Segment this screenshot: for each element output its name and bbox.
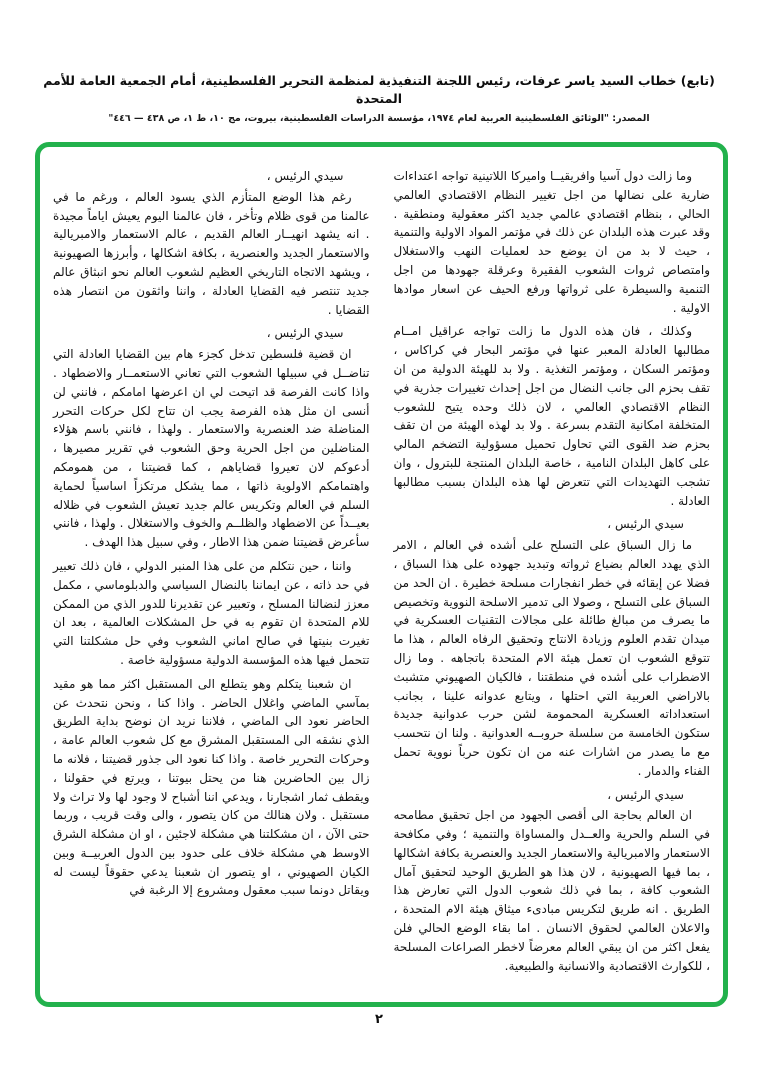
page-title: (تابع) خطاب السيد ياسر عرفات، رئيس اللجنة التنفيذية لمنظمة التحرير الفلسطينية، أمام الجمعية العامة للأمم المتحدة (43, 73, 715, 107)
left-text-column (53, 167, 370, 966)
salutation-line: سيدي الرئيس ، (266, 326, 344, 341)
paragraph: ان قضية فلسطين تدخل كجزء هام بين القضايا العادلة التي تناضــل في سبيلها الشعوب التي تعاني الاستعمــار والاضطهاد . واذا كانت الفرصة قد اتيحت لي ان اعرضها امامكم ، فانني لن أنسى ان مثل هذه الفرصة يجب ان تتاح لكل حركات التحرر المناضلة ضد العنصرية والاستعمار . ولهذا ، فانني باسم هؤلاء المناضلين من اجل الحرية وحق الشعوب في تقرير مصيرها ، أدعوكم لان تعيروا قضاياهم ، كما قضيتنا ، من همومكم واهتمامكم الاولوية ذاتها ، مما يشكل مرتكزاً اساسياً لحماية السلم في العالم وتكريس عالم جديد تعيش الشعوب في ظلاله بعيــداً عن الاضطهاد والظلــم والخوف والاستغلال . ولهذا ، فانني سأعرض قضيتنا ضمن هذا الاطار ، وفي سبيل هذا الهدف . (53, 347, 370, 550)
paragraph: واننا ، حين نتكلم من على هذا المنبر الدولي ، فان ذلك تعبير في حد ذاته ، عن ايماننا بالنضال السياسي والدبلوماسي ، مكمل معزز لنضالنا المسلح ، وتعبير عن تقديرنا للدور الذي من الممكن للام المتحدة ان تقوم به في حل المشكلات العالمية ، بعد ان تغيرت بنيتها في صالح اماني الشعوب وفي حل مشكلتنا التي تتحمل فيها هذه المؤسسة الدولية مسؤولية خاصة . (53, 558, 370, 667)
document-header (0, 72, 758, 124)
salutation-line: سيدي الرئيس ، (266, 169, 344, 183)
right-text-column (393, 167, 711, 973)
source-citation-line: المصدر: "الوثائق الفلسطينية العربية لعام ١٩٧٤، مؤسسة الدراسات الفلسطينية، بيروت، مج ١٠، ط ١، ص ٤٣٨ — ٤٤٦" (108, 113, 650, 125)
salutation-line: سيدي الرئيس ، (607, 787, 684, 802)
paragraph: ما زال السباق على التسلح على أشده في العالم ، الامر الذي يهدد العالم بضياع ثرواته وتبديد جهوده على هذا السباق ، فضلا عن إبقائه في خطر انفجارات مسلحة خطيرة . ان الحد من السباق على التسلح ، وصولا الى تدمير الاسلحة النووية وتخصيص ما يصرف من مبالغ طائلة على مجالات التقنيات العسكرية في ميدان تقدم العلوم وزيادة الانتاج وتحقيق الرفاه العالم ، هذا ما تتوقع الشعوب ان تعمل هيئة الام المتحدة باتجاهه . وما زال الاضطراب على أشده في منطقتنا ، فالكيان الصهيوني متشبث بالاراضي العربية التي احتلها ، ويتابع عدوانه علينا ، بجانب استعداداته العسكرية المحمومة لشن حرب عدوانية جديدة ستكون الخامسة من سلسلة حروبــه العدوانية . ولنا ان نتحسب مع ما يصدر من اشارات عنه من ان تكون حرباً نووية تحمل الفناء والدمار . (393, 538, 710, 778)
paragraph: ان العالم بحاجة الى أقصى الجهود من اجل تحقيق مطامحه في السلم والحرية والعــدل والمساواة والتنمية ؛ وفي مكافحة الاستعمار والامبريالية والاستعمار الجديد والعنصرية بكافة اشكالها ، بما فيها الصهيونية ، لان هذا هو الطريق الوحيد لتحقيق آمال الشعوب كافة ، بما في ذلك شعوب الدول التي تعارض هذا الطريق . انه طريق لتكريس مبادىء ميثاق هيئة الام المتحدة ، والاعلان العالمي لحقوق الانسان . اما بقاء الوضع الحالي فلن يفعل اكثر من ان يبقي العالم معرضاً لاخطر الصراعات المسلحة ، للكوارث الاقتصادية والانسانية والطبيعية. (393, 808, 710, 973)
paragraph: ان شعبنا يتكلم وهو يتطلع الى المستقبل اكثر مما هو مقيد بمآسي الماضي واغلال الحاضر . واذا كنا ، ونحن نتحدث عن الحاضر نعود الى الماضي ، فلاننا نريد ان نوضح بداية الطريق الذي نشقه الى المستقبل المشرق مع كل شعوب العالم عامة ، وحركات التحرير خاصة . واذا كنا نعود الى جذور قضيتنا ، فلانه ما زال بين الحاضرين هنا من يحتل بيوتنا ، ويرتع في حقولنا ، ويقطف ثمار اشجارنا ، ويدعي اننا أشباح لا وجود لها ولا تراث ولا مستقبل . ولان هنالك من كان يتصور ، والى وقت قريب ، وربما حتى الآن ، ان مشكلتنا هي مشكلة لاجئين ، او ان مشكلة الشرق الاوسط هي مشكلة خلاف على حدود بين الدول العربيــة وبين الكيان الصهيوني ، او يتصور ان شعبنا يدعي حقوقاً ليست له ويقاتل دونما سبب معقول ومشروع إلا الرغبة في (53, 676, 370, 898)
page-number: ٢ (375, 1012, 383, 1027)
two-column-text-area (40, 147, 723, 974)
paragraph: وما زالت دول آسيا وافريقيــا واميركا اللاتينية تواجه اعتداءات ضارية على نضالها من اجل تغيير النظام الاقتصادي العالمي الحالي ، بنظام اقتصادي عالمي جديد اكثر معقولية ومنطقية . وقد عبرت هذه البلدان عن ذلك في مؤتمر المواد الاولية والتنمية ، حيث لا بد من ان يوضع حد لعمليات النهب والاستغلال وامتصاص ثروات الشعوب الفقيرة وعرقلة جهودها من اجل التنمية والسيطرة على ثرواتها ورفع الحيف عن اسعار موادها الاولية . (393, 169, 710, 315)
green-border-frame (35, 142, 728, 1007)
paragraph: رغم هذا الوضع المتأزم الذي يسود العالم ، ورغم ما في عالمنا من قوى ظلام وتأخر ، فان عالمنا اليوم يعيش اياماً مجيدة . انه يشهد انهيــار العالم القديم ، عالم الاستعمار والامبريالية والاستعمار الجديد والعنصرية ، بكافة اشكالها ، وأبرزها الصهيونية ، ويشهد الاتجاه التاريخي العظيم لشعوب العالم نحو انبثاق عالم جديد تنتصر فيه القضايا العادلة ، واننا واثقون من انتصار هذه القضايا . (53, 189, 370, 317)
salutation-line: سيدي الرئيس ، (607, 517, 684, 532)
paragraph: وكذلك ، فان هذه الدول ما زالت تواجه عراقيل امــام مطالبها العادلة المعبر عنها في مؤتمر البحار في كراكاس ، ومؤتمر السكان ، ومؤتمر التغذية . ولا بد للهيئة الدولية من ان تقف بحزم الى جانب النضال من اجل إحداث تغييرات جذرية في النظام الاقتصادي العالمي ، لان ذلك وحده يتيح للشعوب المتخلفة امكانية التقدم بسرعة . ولا بد لهذه الهيئة من ان تقف بحزم ضد القوى التي تحاول تحميل مسؤولية التضخم المالي على كاهل البلدان النامية ، خاصة البلدان المنتجة للبترول ، وان تشجب التهديدات التي تتعرض لها هذه البلدان بسبب مطالبها العادلة . (393, 324, 710, 508)
